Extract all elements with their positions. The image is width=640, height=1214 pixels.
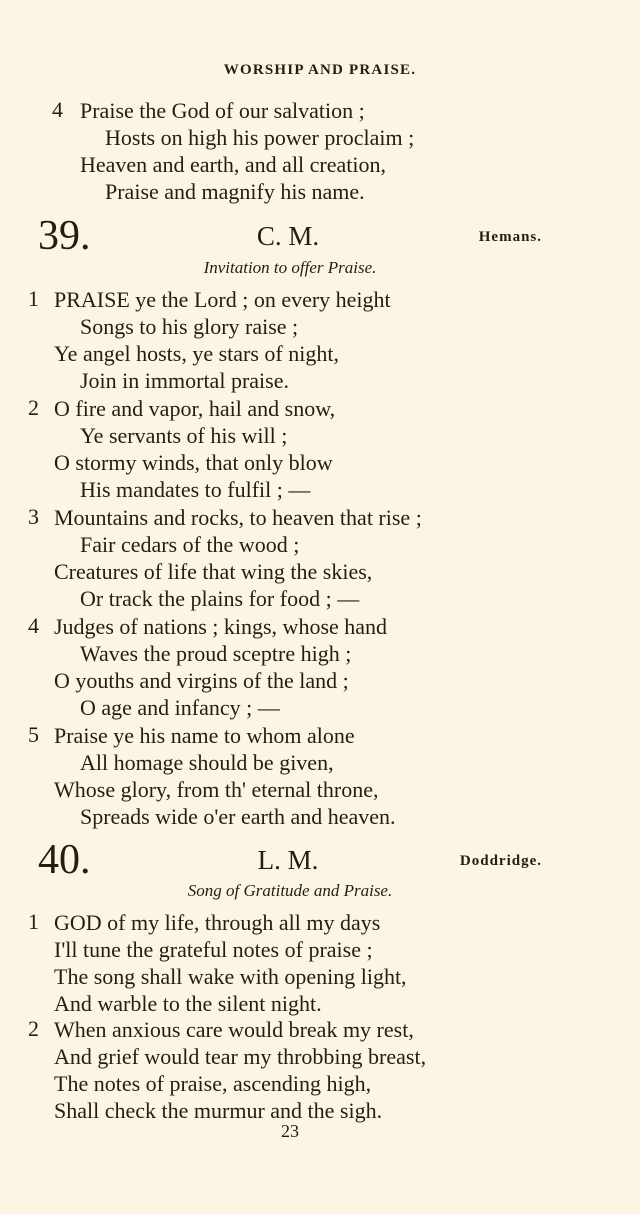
hymn-meter: C. M. — [256, 221, 320, 251]
stanza-number: 4 — [28, 613, 39, 638]
hymn-meter: L. M. — [257, 845, 319, 875]
stanza-line: Whose glory, from th' eternal throne, — [54, 777, 379, 802]
stanza-line: Ye angel hosts, ye stars of night, — [54, 341, 339, 366]
stanza-line: O fire and vapor, hail and snow, — [54, 396, 336, 421]
stanza-number: 1 — [28, 286, 39, 311]
stanza-line: The notes of praise, ascending high, — [54, 1071, 372, 1096]
hymn-subtitle: Song of Gratitude and Praise. — [187, 881, 393, 900]
stanza-line: GOD of my life, through all my days — [54, 910, 381, 935]
stanza-number: 2 — [28, 395, 39, 420]
stanza-line: O stormy winds, that only blow — [54, 450, 333, 475]
stanza-line: PRAISE ye the Lord ; on every height — [54, 287, 391, 312]
stanza-number: 3 — [28, 504, 39, 529]
stanza-line: O youths and virgins of the land ; — [54, 668, 349, 693]
stanza-line: Creatures of life that wing the skies, — [54, 559, 373, 584]
hymn-header — [0, 836, 640, 884]
stanza-line: Hosts on high his power proclaim ; — [105, 125, 415, 150]
hymn-header — [0, 212, 640, 260]
stanza-line: Join in immortal praise. — [80, 368, 289, 393]
stanza-line: Heaven and earth, and all creation, — [80, 152, 387, 177]
stanza-line: I'll tune the grateful notes of praise ; — [54, 937, 373, 962]
stanza-number: 4 — [52, 97, 63, 122]
stanza-line: Songs to his glory raise ; — [80, 314, 299, 339]
stanza-line: His mandates to fulfil ; — — [80, 477, 311, 502]
stanza-line: Praise the God of our salvation ; — [80, 98, 365, 123]
stanza-line: Mountains and rocks, to heaven that rise ; — [54, 505, 422, 530]
stanza-line: Fair cedars of the wood ; — [80, 532, 300, 557]
hymn-subtitle: Invitation to offer Praise. — [203, 258, 377, 277]
stanza-line: Praise and magnify his name. — [105, 179, 365, 204]
stanza-line: All homage should be given, — [80, 750, 334, 775]
stanza-line: Or track the plains for food ; — — [80, 586, 360, 611]
stanza-line: Judges of nations ; kings, whose hand — [54, 614, 388, 639]
running-head: WORSHIP AND PRAISE. — [223, 62, 417, 78]
hymn-number: 39. — [38, 213, 91, 259]
stanza-line: Shall check the murmur and the sigh. — [54, 1098, 383, 1123]
stanza-number: 5 — [28, 722, 39, 747]
hymn-composer: Doddridge. — [459, 853, 542, 869]
stanza-line: Spreads wide o'er earth and heaven. — [80, 804, 396, 829]
stanza-line: Praise ye his name to whom alone — [54, 723, 355, 748]
stanza-line: When anxious care would break my rest, — [54, 1017, 414, 1042]
stanza-line: Waves the proud sceptre high ; — [80, 641, 352, 666]
stanza-line: O age and infancy ; — — [80, 695, 280, 720]
stanza-line: Ye servants of his will ; — [80, 423, 288, 448]
stanza-number: 1 — [28, 909, 39, 934]
stanza-line: The song shall wake with opening light, — [54, 964, 407, 989]
hymn-number: 40. — [38, 837, 91, 883]
stanza-line: And warble to the silent night. — [54, 991, 322, 1016]
stanza-number: 2 — [28, 1016, 39, 1041]
stanza-line: And grief would tear my throbbing breast, — [54, 1044, 427, 1069]
hymn-composer: Hemans. — [478, 229, 542, 245]
page-number: 23 — [281, 1121, 299, 1141]
